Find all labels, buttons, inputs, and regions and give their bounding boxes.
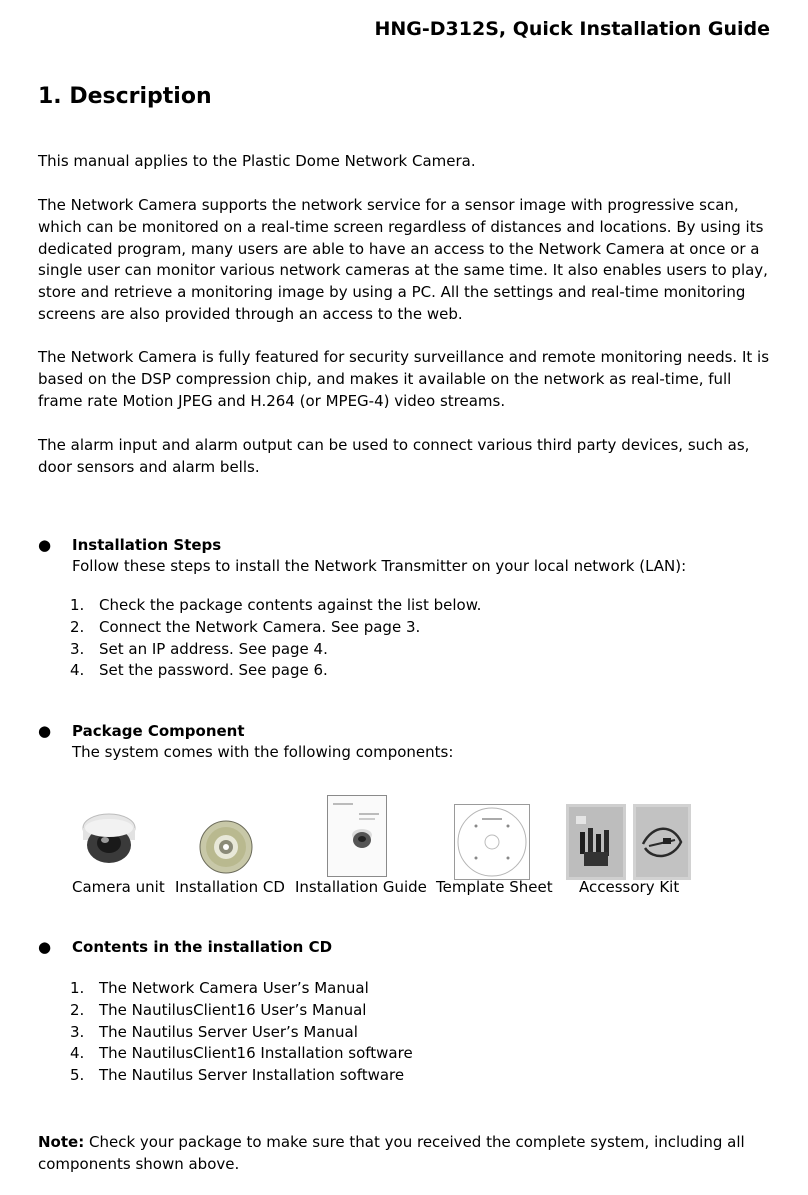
accessory-kit-screws-image	[566, 804, 626, 880]
caption-camera-unit: Camera unit	[72, 878, 165, 896]
list-item: 1. The Network Camera User’s Manual	[70, 979, 369, 997]
cd-contents-list	[70, 978, 413, 1087]
network-service-paragraph: The Network Camera supports the network service for a sensor image with progressive scan, which can be monitored on a real-time screen regardless of distances and locations. By using its dedicated program, many users are able to have an access to the Network Camera at once or a single user can monitor various network cameras at the same time. It also enables users to play, store and retrieve a monitoring image by using a PC. All the settings and real-time monitoring screens are also provided through an access to the web.	[38, 196, 768, 323]
list-item: 2. The NautilusClient16 User’s Manual	[70, 1000, 367, 1019]
camera-unit-image	[80, 812, 138, 868]
intro-paragraph: This manual applies to the Plastic Dome Network Camera.	[38, 152, 476, 170]
list-item: 2. Connect the Network Camera. See page 3.	[70, 617, 421, 636]
installation-steps-list	[70, 595, 481, 682]
installation-steps-title: Installation Steps	[72, 536, 222, 554]
alarm-paragraph: The alarm input and alarm output can be used to connect various third party devices, such as, door sensors and alarm bells.	[38, 436, 750, 476]
document-header: HNG-D312S, Quick Installation Guide	[374, 18, 770, 40]
installation-steps-subtitle: Follow these steps to install the Network Transmitter on your local network (LAN):	[72, 557, 687, 575]
template-sheet-image	[454, 804, 530, 880]
installation-cd-image	[199, 820, 253, 874]
section-title: 1. Description	[38, 84, 212, 109]
note-text: Check your package to make sure that you received the complete system, including all components shown above.	[38, 1133, 745, 1173]
list-item: 4. Set the password. See page 6.	[70, 661, 328, 680]
caption-accessory-kit: Accessory Kit	[579, 878, 680, 896]
note-paragraph	[38, 1131, 773, 1175]
list-item: 3. Set an IP address. See page 4.	[70, 639, 328, 658]
cd-contents-title: Contents in the installation CD	[72, 938, 333, 956]
installation-guide-image	[327, 795, 387, 877]
caption-installation-guide: Installation Guide	[295, 878, 427, 896]
list-item: 3. The Nautilus Server User’s Manual	[70, 1022, 358, 1041]
bullet-icon: ●	[38, 536, 52, 554]
list-item: 5. The Nautilus Server Installation software	[70, 1066, 405, 1085]
accessory-kit-cable-image	[633, 804, 691, 880]
package-component-title: Package Component	[72, 722, 245, 740]
note-label: Note:	[38, 1133, 85, 1151]
caption-template-sheet: Template Sheet	[436, 878, 553, 896]
features-paragraph: The Network Camera is fully featured for security surveillance and remote monitoring needs. It is based on the DSP compression chip, and makes it available on the network as real-time, full frame rate Motion JPEG and H.264 (or MPEG-4) video streams.	[38, 348, 770, 410]
bullet-icon: ●	[38, 722, 52, 740]
package-component-subtitle: The system comes with the following components:	[72, 743, 454, 761]
bullet-icon: ●	[38, 938, 52, 956]
caption-installation-cd: Installation CD	[175, 878, 285, 896]
list-item: 4. The NautilusClient16 Installation software	[70, 1044, 413, 1063]
list-item: 1. Check the package contents against the list below.	[70, 596, 482, 614]
